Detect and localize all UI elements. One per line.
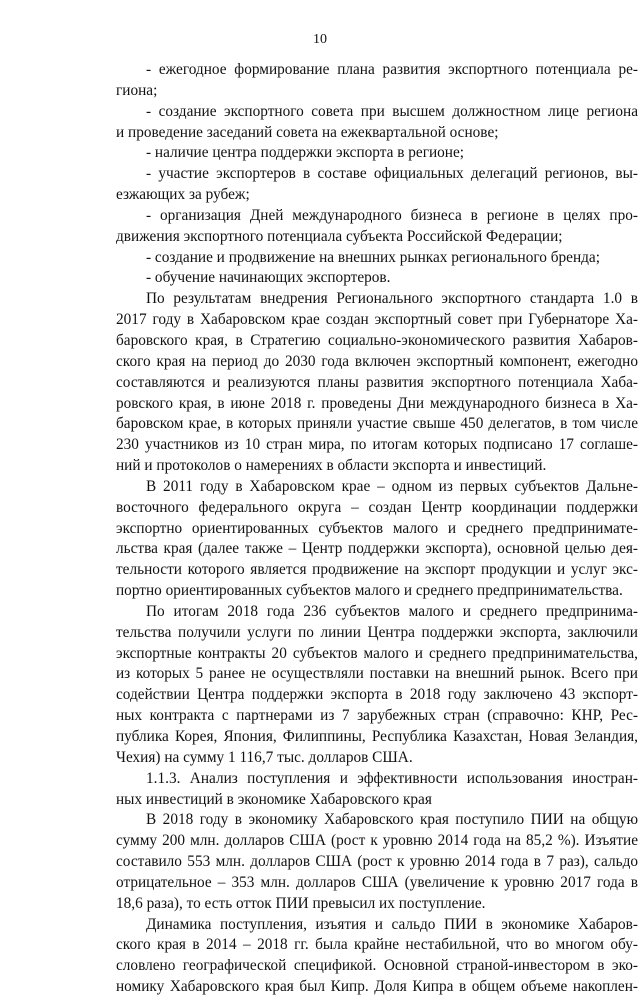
text-line: 2017 году в Хабаровском крае создан экспортный совет при Губернаторе Ха- xyxy=(116,311,638,329)
text-line: публика Корея, Япония, Филиппины, Республика Казахстан, Новая Зеландия, xyxy=(116,728,638,745)
text-line: тельности которого является продвижение на экспорт продукции и услуг экс- xyxy=(116,561,638,579)
text-line: содействии Центра поддержки экспорта в 2018 году заключено 43 экспорт- xyxy=(116,686,638,704)
text-line: ского края в 2014 – 2018 гг. была крайне нестабильной, что во многом обу- xyxy=(116,936,638,954)
text-line: баровского края, в Стратегию социально-экономического развития Хабаров- xyxy=(116,331,638,349)
text-line: портно ориентированных субъектов малого и среднего предпринимательства. xyxy=(116,582,623,600)
text-line: В 2018 году в экономику Хабаровского края поступило ПИИ на общую xyxy=(146,811,638,829)
text-line: По итогам 2018 года 236 субъектов малого и среднего предпринима- xyxy=(146,602,638,620)
text-line: ных контракта с партнерами из 7 зарубежных стран (справочно: КНР, Рес- xyxy=(116,707,638,725)
text-line: - участие экспортеров в составе официальных делегаций регионов, вы- xyxy=(146,165,638,183)
text-line: тельства получили услуги по линии Центра поддержки экспорта, заключили xyxy=(116,623,638,641)
text-line: 230 участников из 10 стран мира, по итогам которых подписано 17 соглаше- xyxy=(116,436,638,454)
text-line: экспортные контракты 20 субъектов малого и среднего предпринимательства, xyxy=(116,644,638,662)
text-line: - организация Дней международного бизнеса в регионе в целях про- xyxy=(146,206,638,224)
text-line: составляются и реализуются планы развития экспортного потенциала Хаба- xyxy=(116,373,638,391)
text-line: движения экспортного потенциала субъекта Российской Федерации; xyxy=(116,227,563,245)
text-line: номику Хабаровского края был Кипр. Доля Кипра в общем объеме накоплен- xyxy=(116,978,638,996)
text-line: Динамика поступления, изъятия и сальдо ПИИ в экономике Хабаров- xyxy=(146,915,638,933)
text-line: сумму 200 млн. долларов США (рост к уровню 2014 года на 85,2 %). Изъятие xyxy=(116,832,638,850)
text-line: гиона; xyxy=(116,81,158,99)
text-line: - наличие центра поддержки экспорта в регионе; xyxy=(146,144,465,162)
body-text xyxy=(116,60,638,998)
text-line: из которых 5 ранее не осуществляли поставки на внешний рынок. Всего при xyxy=(116,665,638,683)
text-line: - создание экспортного совета при высшем должностном лице региона xyxy=(146,102,638,120)
text-line: 18,6 раза), то есть отток ПИИ превысил их поступление. xyxy=(116,894,486,912)
text-line: отрицательное – 353 млн. долларов США (увеличение к уровню 2017 года в xyxy=(116,873,638,891)
text-line: ровского края, в июне 2018 г. проведены Дни международного бизнеса в Ха- xyxy=(116,394,638,412)
text-line: восточного федерального округа – создан Центр координации поддержки xyxy=(116,498,638,516)
text-line: - обучение начинающих экспортеров. xyxy=(146,269,391,287)
text-line: - ежегодное формирование плана развития экспортного потенциала ре- xyxy=(146,61,638,78)
text-line: баровском крае, в которых приняли участие свыше 450 делегатов, в том числе xyxy=(116,415,638,433)
text-line: В 2011 году в Хабаровском крае – одном из первых субъектов Дальне- xyxy=(146,477,638,495)
text-line: составило 553 млн. долларов США (рост к уровню 2014 года в 7 раз), сальдо xyxy=(116,853,638,871)
text-line: Чехия) на сумму 1 116,7 тыс. долларов США. xyxy=(116,748,413,766)
text-line: 1.1.3. Анализ поступления и эффективности использования иностран- xyxy=(146,769,638,787)
text-line: и проведение заседаний совета на ежеквартальной основе; xyxy=(116,123,499,141)
text-line: экспортно ориентированных субъектов малого и среднего предпринимате- xyxy=(116,519,638,537)
text-line: льства края (далее также – Центр поддержки экспорта), основной целью дея- xyxy=(116,540,638,558)
text-line: словлено географической спецификой. Основной страной-инвестором в эко- xyxy=(116,957,638,975)
text-line: ных инвестиций в экономике Хабаровского края xyxy=(116,790,432,808)
text-line: езжающих за рубеж; xyxy=(116,186,250,204)
text-line: ского края на период до 2030 года включен экспортный компонент, ежегодно xyxy=(116,352,638,370)
text-line: По результатам внедрения Регионального экспортного стандарта 1.0 в xyxy=(146,290,638,308)
text-line: ний и протоколов о намерениях в области экспорта и инвестиций. xyxy=(116,457,547,475)
text-line: - создание и продвижение на внешних рынках регионального бренда; xyxy=(146,248,600,266)
page-number: 10 xyxy=(313,32,327,47)
